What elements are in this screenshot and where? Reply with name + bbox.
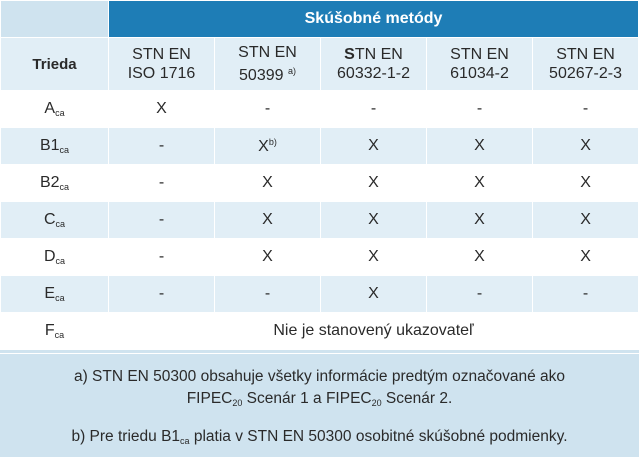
cell-value: - bbox=[264, 100, 271, 117]
class-cell bbox=[1, 128, 109, 165]
footnote-b-subscript: ca bbox=[180, 436, 190, 446]
method-line2: 50399 bbox=[239, 67, 284, 84]
class-cell bbox=[1, 91, 109, 128]
value-cell bbox=[321, 239, 427, 276]
cell-value: X bbox=[368, 137, 379, 154]
cell-value: X bbox=[368, 248, 379, 265]
table-row bbox=[1, 91, 639, 128]
cell-value: - bbox=[158, 285, 165, 302]
class-subscript: ca bbox=[55, 293, 65, 303]
value-cell bbox=[533, 239, 639, 276]
class-label: F bbox=[44, 322, 55, 339]
value-cell bbox=[533, 276, 639, 313]
value-cell bbox=[427, 276, 533, 313]
table-row bbox=[1, 313, 639, 350]
class-subscript: ca bbox=[54, 330, 65, 340]
class-cell bbox=[1, 239, 109, 276]
cell-value: X bbox=[262, 211, 273, 228]
cell-value: - bbox=[582, 285, 589, 302]
cell-value: X bbox=[580, 137, 591, 154]
cell-value: X bbox=[368, 174, 379, 191]
cell-value: X bbox=[156, 100, 167, 117]
footnote-a-line1: a) STN EN 50300 obsahuje všetky informácie predtým označované ako bbox=[73, 368, 566, 385]
cell-value: X bbox=[474, 248, 485, 265]
method-line1-bold-letter: S bbox=[344, 46, 355, 63]
value-cell bbox=[427, 202, 533, 239]
footnote-b bbox=[0, 414, 639, 452]
value-cell bbox=[533, 165, 639, 202]
class-cell bbox=[1, 202, 109, 239]
value-cell bbox=[109, 202, 215, 239]
table-body bbox=[1, 91, 639, 350]
header-group-row bbox=[1, 1, 639, 38]
value-cell bbox=[109, 165, 215, 202]
value-cell bbox=[215, 128, 321, 165]
cell-value: - bbox=[582, 100, 589, 117]
merged-cell: Nie je stanovený ukazovateľ bbox=[109, 313, 639, 350]
class-subscript: ca bbox=[59, 145, 70, 155]
footnote-marker: b) bbox=[268, 136, 277, 147]
method-line2: 50267-2-3 bbox=[549, 65, 622, 82]
value-cell bbox=[109, 128, 215, 165]
cell-value: X bbox=[258, 137, 269, 155]
method-header-5 bbox=[533, 38, 639, 91]
method-line1: STN EN bbox=[132, 46, 191, 63]
table-row bbox=[1, 202, 639, 239]
group-title: Skúšobné metódy bbox=[109, 1, 639, 38]
footnote-a-subscript: 20 bbox=[371, 398, 382, 408]
class-cell bbox=[1, 276, 109, 313]
class-label: D bbox=[43, 248, 56, 265]
method-line1: STN EN bbox=[556, 46, 615, 63]
method-line1: STN EN bbox=[450, 46, 509, 63]
value-cell bbox=[109, 91, 215, 128]
method-header-2 bbox=[215, 38, 321, 91]
cell-value: X bbox=[262, 174, 273, 191]
footnote-a-text: Scenár 2. bbox=[381, 390, 453, 407]
value-cell bbox=[427, 165, 533, 202]
class-subscript: ca bbox=[55, 256, 66, 266]
value-cell bbox=[321, 202, 427, 239]
class-cell bbox=[1, 165, 109, 202]
value-cell bbox=[321, 128, 427, 165]
method-line2: ISO 1716 bbox=[127, 65, 196, 82]
value-cell bbox=[215, 276, 321, 313]
footnote-a-text: Scenár 1 a FIPEC bbox=[242, 390, 372, 407]
cell-value: - bbox=[264, 285, 271, 302]
footnote-a-subscript: 20 bbox=[232, 398, 243, 408]
header-blank-cell bbox=[1, 1, 109, 38]
value-cell bbox=[321, 165, 427, 202]
footnotes bbox=[0, 353, 639, 457]
cell-value: - bbox=[158, 211, 165, 228]
footnote-b-text: b) Pre triedu B1 bbox=[71, 428, 181, 445]
class-label: A bbox=[44, 100, 56, 117]
value-cell bbox=[533, 91, 639, 128]
cell-value: - bbox=[158, 137, 165, 154]
value-cell bbox=[427, 91, 533, 128]
class-subscript: ca bbox=[55, 108, 65, 118]
cell-value: - bbox=[370, 100, 377, 117]
footnote-a-text: FIPEC bbox=[186, 390, 233, 407]
class-label: B1 bbox=[39, 137, 60, 154]
cell-value: X bbox=[474, 211, 485, 228]
method-line1: STN EN bbox=[238, 44, 297, 61]
value-cell bbox=[215, 165, 321, 202]
method-line1: TN EN bbox=[354, 46, 403, 63]
table-row bbox=[1, 128, 639, 165]
cell-value: - bbox=[158, 248, 165, 265]
class-label: C bbox=[43, 211, 56, 228]
cell-value: X bbox=[580, 248, 591, 265]
cell-value: - bbox=[158, 174, 165, 191]
value-cell bbox=[215, 91, 321, 128]
footnote-marker: a) bbox=[287, 66, 296, 76]
cell-value: X bbox=[474, 174, 485, 191]
cell-value: X bbox=[580, 211, 591, 228]
method-header-4 bbox=[427, 38, 533, 91]
cell-value: X bbox=[580, 174, 591, 191]
class-label: E bbox=[44, 285, 56, 302]
value-cell bbox=[215, 239, 321, 276]
value-cell bbox=[427, 128, 533, 165]
cell-value: - bbox=[476, 100, 483, 117]
class-cell bbox=[1, 313, 109, 350]
method-header-1 bbox=[109, 38, 215, 91]
class-subscript: ca bbox=[55, 219, 66, 229]
class-label: B2 bbox=[39, 174, 60, 191]
value-cell bbox=[533, 202, 639, 239]
value-cell bbox=[109, 239, 215, 276]
value-cell bbox=[321, 276, 427, 313]
value-cell bbox=[533, 128, 639, 165]
value-cell bbox=[109, 276, 215, 313]
value-cell bbox=[427, 239, 533, 276]
table-row bbox=[1, 239, 639, 276]
method-header-3 bbox=[321, 38, 427, 91]
value-cell bbox=[215, 202, 321, 239]
footnote-b-text: platia v STN EN 50300 osobitné skúšobné podmienky. bbox=[189, 428, 568, 445]
value-cell bbox=[321, 91, 427, 128]
class-subscript: ca bbox=[59, 182, 70, 192]
method-line2: 60332-1-2 bbox=[337, 65, 410, 82]
cell-value: - bbox=[476, 285, 483, 302]
table-row bbox=[1, 276, 639, 313]
cell-value: X bbox=[368, 285, 379, 302]
trieda-header: Trieda bbox=[1, 38, 109, 91]
cell-value: X bbox=[474, 137, 485, 154]
header-methods-row bbox=[1, 38, 639, 91]
method-line2: 61034-2 bbox=[450, 65, 509, 82]
cell-value: X bbox=[262, 248, 273, 265]
footnote-a bbox=[0, 354, 639, 414]
table-row bbox=[1, 165, 639, 202]
cell-value: X bbox=[368, 211, 379, 228]
